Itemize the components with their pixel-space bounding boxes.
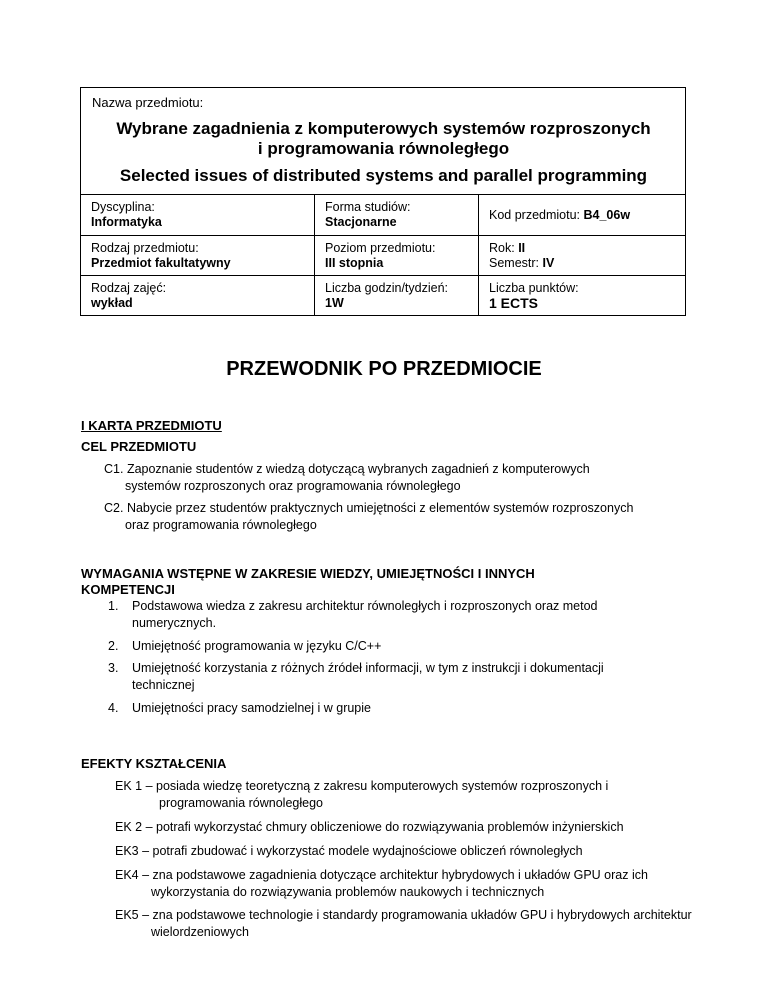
- subject-title-pl-line2: i programowania równoległego: [257, 139, 510, 158]
- card-heading: I KARTA PRZEDMIOTU: [81, 418, 222, 433]
- requirement-number: 2.: [108, 639, 119, 653]
- subject-level-value: III stopnia: [325, 255, 384, 270]
- requirement-item: [108, 660, 668, 694]
- requirement-item: [108, 700, 668, 717]
- requirement-text-line1: Podstawowa wiedza z zakresu architektur równoległych i rozproszonych oraz metod: [132, 599, 598, 613]
- semester-value: IV: [542, 255, 555, 270]
- requirement-text-line1: Umiejętności pracy samodzielnej i w grupie: [132, 701, 371, 715]
- effect-text-line1: EK5 – zna podstawowe technologie i standardy programowania układów GPU i hybrydowych architektur: [115, 908, 692, 922]
- subject-title-en: Selected issues of distributed systems and parallel programming: [119, 166, 648, 185]
- hours-per-week-value: 1W: [325, 295, 344, 310]
- requirements-heading-line2: KOMPETENCJI: [81, 582, 175, 597]
- requirement-number: 1.: [108, 599, 119, 613]
- effect-text-line1: EK3 – potrafi zbudować i wykorzystać modele wydajnościowe obliczeń równoległych: [115, 844, 583, 858]
- class-type-label: Rodzaj zajęć:: [91, 280, 167, 295]
- subject-title-pl-line1: Wybrane zagadnienia z komputerowych systemów rozproszonych: [116, 119, 651, 138]
- subject-name-label: Nazwa przedmiotu:: [92, 95, 204, 110]
- subject-level-label: Poziom przedmiotu:: [325, 240, 436, 255]
- effect-item: [115, 819, 715, 836]
- effect-item: [115, 867, 715, 901]
- subject-info-table: [80, 87, 686, 316]
- ects-points-value: 1 ECTS: [489, 294, 539, 311]
- requirement-number: 3.: [108, 661, 119, 675]
- subject-code-label: Kod przedmiotu:: [489, 207, 584, 222]
- class-type-cell: [81, 276, 314, 315]
- discipline-value: Informatyka: [91, 215, 162, 229]
- semester-label: Semestr:: [489, 255, 543, 270]
- requirement-text-line2: technicznej: [132, 678, 195, 692]
- effect-text-line1: EK4 – zna podstawowe zagadnienia dotyczące architektur hybrydowych i układów GPU oraz ich: [115, 868, 648, 882]
- effect-item: [115, 843, 715, 860]
- info-row: [81, 194, 685, 235]
- subject-type-cell: [81, 236, 314, 275]
- goal-number: C2.: [104, 501, 124, 515]
- goal-text-line1: Zapoznanie studentów z wiedzą dotyczącą wybranych zagadnień z komputerowych: [126, 462, 590, 476]
- goal-text-line2: oraz programowania równoległego: [125, 518, 317, 532]
- requirement-number: 4.: [108, 701, 119, 715]
- guide-title: PRZEWODNIK PO PRZEDMIOCIE: [226, 358, 542, 380]
- effect-text-line1: EK 1 – posiada wiedzę teoretyczną z zakresu komputerowych systemów rozproszonych i: [115, 779, 609, 793]
- effects-heading: EFEKTY KSZTAŁCENIA: [81, 756, 227, 771]
- requirement-text-line2: numerycznych.: [132, 616, 217, 630]
- goal-text-line1: Nabycie przez studentów praktycznych umiejętności z elementów systemów rozproszonych: [126, 501, 634, 515]
- subject-header-cell: [81, 88, 685, 194]
- requirement-item: [108, 598, 668, 632]
- subject-type-label: Rodzaj przedmiotu:: [91, 240, 199, 255]
- subject-level-cell: [314, 236, 478, 275]
- study-form-label: Forma studiów:: [325, 200, 411, 214]
- goal-item: [104, 500, 684, 534]
- goal-text-line2: systemów rozproszonych oraz programowania równoległego: [125, 479, 461, 493]
- study-form-cell: [314, 195, 478, 235]
- goal-item: [104, 461, 684, 495]
- discipline-label: Dyscyplina:: [91, 200, 155, 214]
- goal-heading: CEL PRZEDMIOTU: [81, 439, 197, 454]
- requirement-item: [108, 638, 668, 655]
- info-row: [81, 235, 685, 275]
- subject-type-value: Przedmiot fakultatywny: [91, 255, 231, 270]
- effect-item: [115, 778, 715, 812]
- year-label: Rok:: [489, 240, 519, 255]
- requirements-heading: [81, 566, 535, 598]
- effect-item: [115, 907, 735, 941]
- effect-text-line2: programowania równoległego: [159, 796, 323, 810]
- hours-per-week-label: Liczba godzin/tydzień:: [325, 280, 448, 295]
- subject-title-pl: [92, 119, 675, 159]
- effect-text-line2: wielordzeniowych: [151, 925, 249, 939]
- subject-code-value: B4_06w: [583, 207, 631, 222]
- subject-code-cell: [478, 195, 685, 235]
- hours-per-week-cell: [314, 276, 478, 315]
- ects-points-cell: [478, 276, 685, 315]
- discipline-cell: [81, 195, 314, 235]
- class-type-value: wykład: [91, 295, 133, 310]
- requirement-text-line1: Umiejętność korzystania z różnych źródeł informacji, w tym z instrukcji i dokumentacji: [132, 661, 604, 675]
- info-row: [81, 275, 685, 315]
- goal-number: C1.: [104, 462, 124, 476]
- requirements-heading-line1: WYMAGANIA WSTĘPNE W ZAKRESIE WIEDZY, UMIEJĘTNOŚCI I INNYCH: [81, 566, 535, 581]
- ects-points-label: Liczba punktów:: [489, 280, 579, 295]
- requirement-text-line1: Umiejętność programowania w języku C/C++: [132, 639, 382, 653]
- year-value: II: [518, 240, 526, 255]
- effect-text-line1: EK 2 – potrafi wykorzystać chmury obliczeniowe do rozwiązywania problemów inżynierskich: [115, 820, 624, 834]
- effect-text-line2: wykorzystania do rozwiązywania problemów naukowych i technicznych: [151, 885, 545, 899]
- year-semester-cell: [478, 236, 685, 275]
- study-form-value: Stacjonarne: [325, 215, 397, 229]
